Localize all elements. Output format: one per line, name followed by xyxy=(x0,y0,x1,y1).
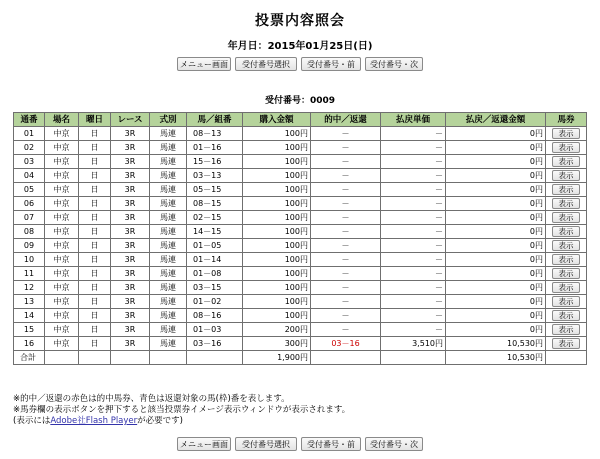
cell-combo: 08－15 xyxy=(187,197,243,211)
receipt-number: 受付番号：0009 xyxy=(264,96,336,106)
show-ticket-button[interactable]: 表示 xyxy=(552,184,580,195)
cell-refund: 0円 xyxy=(446,267,546,281)
cell-ticket xyxy=(546,323,587,337)
cell-day: 日 xyxy=(79,127,111,141)
note-line: ※馬券欄の表示ボタンを押下すると該当投票券イメージ表示ウィンドウが表示されます。 xyxy=(13,405,351,415)
cell-no: 04 xyxy=(14,169,45,183)
note-line: ※的中／返還の赤色は的中馬券、青色は返還対象の馬(枠)番を表します。 xyxy=(13,394,290,404)
cell-unit: － xyxy=(381,281,446,295)
cell-no: 02 xyxy=(14,141,45,155)
show-ticket-button[interactable]: 表示 xyxy=(552,212,580,223)
cell-no: 13 xyxy=(14,295,45,309)
flash-player-link[interactable]: Adobe社Flash Player xyxy=(50,416,138,426)
cell-unit: － xyxy=(381,155,446,169)
cell-amount: 100円 xyxy=(243,253,311,267)
cell-ticket xyxy=(546,281,587,295)
cell-amount: 100円 xyxy=(243,309,311,323)
cell-day: 日 xyxy=(79,225,111,239)
cell-ticket xyxy=(546,141,587,155)
cell-day: 日 xyxy=(79,239,111,253)
cell-race: 3R xyxy=(111,281,150,295)
cell-unit: 3,510円 xyxy=(381,337,446,351)
cell-ticket xyxy=(546,197,587,211)
cell-day: 日 xyxy=(79,141,111,155)
cell-ticket xyxy=(546,239,587,253)
cell-no: 01 xyxy=(14,127,45,141)
table-row xyxy=(14,253,587,267)
cell-day: 日 xyxy=(79,323,111,337)
show-ticket-button[interactable]: 表示 xyxy=(552,324,580,335)
cell-refund: 0円 xyxy=(446,211,546,225)
cell-refund: 0円 xyxy=(446,239,546,253)
receipt-next-button[interactable]: 受付番号・次 xyxy=(365,57,423,71)
cell-ticket xyxy=(546,211,587,225)
cell-place: 中京 xyxy=(45,197,79,211)
cell-race: 3R xyxy=(111,183,150,197)
cell-hit: － xyxy=(311,155,381,169)
cell-hit: － xyxy=(311,197,381,211)
cell-refund: 0円 xyxy=(446,309,546,323)
cell-hit: － xyxy=(311,141,381,155)
cell-no: 07 xyxy=(14,211,45,225)
header-ticket: 馬券 xyxy=(546,113,587,127)
cell-amount: 100円 xyxy=(243,239,311,253)
cell-ticket xyxy=(546,337,587,351)
cell-day: 日 xyxy=(79,169,111,183)
cell-combo: 03－13 xyxy=(187,169,243,183)
cell-amount: 200円 xyxy=(243,323,311,337)
show-ticket-button[interactable]: 表示 xyxy=(552,142,580,153)
cell-unit: － xyxy=(381,239,446,253)
cell-hit: － xyxy=(311,295,381,309)
cell-combo: 01－14 xyxy=(187,253,243,267)
cell-amount: 300円 xyxy=(243,337,311,351)
cell-refund: 0円 xyxy=(446,281,546,295)
table-row xyxy=(14,323,587,337)
menu-button[interactable]: メニュー画面 xyxy=(177,57,231,71)
cell-refund: 0円 xyxy=(446,155,546,169)
cell-hit: 03－16 xyxy=(311,337,381,351)
cell-type: 馬連 xyxy=(150,183,187,197)
cell-race: 3R xyxy=(111,197,150,211)
cell-type: 馬連 xyxy=(150,323,187,337)
cell-no: 16 xyxy=(14,337,45,351)
cell-combo: 01－02 xyxy=(187,295,243,309)
table-row xyxy=(14,211,587,225)
cell-unit: － xyxy=(381,183,446,197)
cell-type: 馬連 xyxy=(150,267,187,281)
cell-amount: 100円 xyxy=(243,127,311,141)
cell-hit: － xyxy=(311,281,381,295)
cell-unit: － xyxy=(381,225,446,239)
cell-refund: 0円 xyxy=(446,323,546,337)
cell-place: 中京 xyxy=(45,141,79,155)
show-ticket-button[interactable]: 表示 xyxy=(552,310,580,321)
cell-race: 3R xyxy=(111,295,150,309)
header-refund: 払戻／返還金額 xyxy=(446,113,546,127)
cell-no: 14 xyxy=(14,309,45,323)
show-ticket-button[interactable]: 表示 xyxy=(552,296,580,307)
cell-type: 馬連 xyxy=(150,127,187,141)
cell-amount: 100円 xyxy=(243,183,311,197)
cell-type: 馬連 xyxy=(150,169,187,183)
cell-ticket xyxy=(546,169,587,183)
cell-race: 3R xyxy=(111,239,150,253)
cell-place: 中京 xyxy=(45,253,79,267)
cell-race: 3R xyxy=(111,309,150,323)
table-row xyxy=(14,127,587,141)
cell-race: 3R xyxy=(111,337,150,351)
cell-no: 09 xyxy=(14,239,45,253)
cell-ticket xyxy=(546,253,587,267)
show-ticket-button[interactable]: 表示 xyxy=(552,198,580,209)
cell-type: 馬連 xyxy=(150,337,187,351)
cell-day: 日 xyxy=(79,295,111,309)
cell-type: 馬連 xyxy=(150,155,187,169)
cell-amount: 100円 xyxy=(243,211,311,225)
cell-unit: － xyxy=(381,323,446,337)
cell-ticket xyxy=(546,295,587,309)
show-ticket-button[interactable]: 表示 xyxy=(552,170,580,181)
cell-day: 日 xyxy=(79,309,111,323)
cell-unit: － xyxy=(381,169,446,183)
cell-place: 中京 xyxy=(45,267,79,281)
table-row xyxy=(14,141,587,155)
table-row xyxy=(14,309,587,323)
cell-no: 06 xyxy=(14,197,45,211)
cell-hit: － xyxy=(311,253,381,267)
note-line: (表示にはAdobe社Flash Playerが必要です) xyxy=(13,416,183,426)
cell-race: 3R xyxy=(111,155,150,169)
cell-type: 馬連 xyxy=(150,295,187,309)
notes xyxy=(13,394,350,427)
cell-refund: 0円 xyxy=(446,197,546,211)
cell-day: 日 xyxy=(79,197,111,211)
cell-unit: － xyxy=(381,141,446,155)
cell-race: 3R xyxy=(111,267,150,281)
header-hit: 的中／返還 xyxy=(311,113,381,127)
header-race: レース xyxy=(111,113,150,127)
cell-no: 08 xyxy=(14,225,45,239)
cell-place: 中京 xyxy=(45,127,79,141)
header-no: 通番 xyxy=(14,113,45,127)
cell-unit: － xyxy=(381,267,446,281)
cell-hit: － xyxy=(311,169,381,183)
total-row xyxy=(14,351,587,365)
cell-place: 中京 xyxy=(45,281,79,295)
cell-hit: － xyxy=(311,183,381,197)
cell-hit: － xyxy=(311,309,381,323)
show-ticket-button[interactable]: 表示 xyxy=(552,268,580,279)
cell-day: 日 xyxy=(79,253,111,267)
cell-place: 中京 xyxy=(45,337,79,351)
table-row xyxy=(14,155,587,169)
page-title: 投票内容照会 xyxy=(255,13,345,29)
cell-combo: 02－15 xyxy=(187,211,243,225)
cell-no: 10 xyxy=(14,253,45,267)
cell-combo: 01－05 xyxy=(187,239,243,253)
cell-type: 馬連 xyxy=(150,197,187,211)
cell-day: 日 xyxy=(79,267,111,281)
cell-place: 中京 xyxy=(45,309,79,323)
cell-combo: 08－13 xyxy=(187,127,243,141)
cell-combo: 01－03 xyxy=(187,323,243,337)
cell-race: 3R xyxy=(111,169,150,183)
cell-no: 15 xyxy=(14,323,45,337)
cell-hit: － xyxy=(311,127,381,141)
cell-combo: 15－16 xyxy=(187,155,243,169)
header-place: 場名 xyxy=(45,113,79,127)
cell-refund: 0円 xyxy=(446,225,546,239)
cell-type: 馬連 xyxy=(150,225,187,239)
cell-place: 中京 xyxy=(45,295,79,309)
table-row xyxy=(14,337,587,351)
cell-hit: － xyxy=(311,239,381,253)
table-row xyxy=(14,197,587,211)
header-type: 式別 xyxy=(150,113,187,127)
cell-place: 中京 xyxy=(45,211,79,225)
cell-refund: 10,530円 xyxy=(446,337,546,351)
cell-no: 12 xyxy=(14,281,45,295)
cell-race: 3R xyxy=(111,225,150,239)
cell-combo: 14－15 xyxy=(187,225,243,239)
cell-amount: 100円 xyxy=(243,141,311,155)
total-amount: 1,900円 xyxy=(243,351,311,365)
cell-amount: 100円 xyxy=(243,281,311,295)
cell-refund: 0円 xyxy=(446,295,546,309)
cell-no: 11 xyxy=(14,267,45,281)
cell-ticket xyxy=(546,309,587,323)
cell-unit: － xyxy=(381,253,446,267)
cell-refund: 0円 xyxy=(446,127,546,141)
cell-unit: － xyxy=(381,197,446,211)
total-refund: 10,530円 xyxy=(446,351,546,365)
cell-hit: － xyxy=(311,211,381,225)
cell-amount: 100円 xyxy=(243,295,311,309)
cell-combo: 08－16 xyxy=(187,309,243,323)
table-row xyxy=(14,169,587,183)
show-ticket-button[interactable]: 表示 xyxy=(552,226,580,237)
cell-place: 中京 xyxy=(45,225,79,239)
table-row xyxy=(14,225,587,239)
date-line: 年月日：2015年01月25日(日) xyxy=(227,41,373,52)
cell-amount: 100円 xyxy=(243,225,311,239)
cell-race: 3R xyxy=(111,127,150,141)
cell-amount: 100円 xyxy=(243,169,311,183)
cell-race: 3R xyxy=(111,323,150,337)
cell-unit: － xyxy=(381,211,446,225)
table-row xyxy=(14,239,587,253)
cell-combo: 01－08 xyxy=(187,267,243,281)
receipt-prev-button[interactable]: 受付番号・前 xyxy=(301,57,361,71)
bottom-button-row xyxy=(0,437,600,451)
cell-hit: － xyxy=(311,267,381,281)
cell-place: 中京 xyxy=(45,183,79,197)
table-row xyxy=(14,267,587,281)
cell-combo: 01－16 xyxy=(187,141,243,155)
cell-refund: 0円 xyxy=(446,253,546,267)
cell-no: 03 xyxy=(14,155,45,169)
receipt-select-button[interactable]: 受付番号選択 xyxy=(235,437,297,451)
cell-day: 日 xyxy=(79,337,111,351)
cell-unit: － xyxy=(381,127,446,141)
show-ticket-button[interactable]: 表示 xyxy=(552,156,580,167)
cell-place: 中京 xyxy=(45,323,79,337)
cell-combo: 03－15 xyxy=(187,281,243,295)
show-ticket-button[interactable]: 表示 xyxy=(552,254,580,265)
top-button-row xyxy=(0,57,600,71)
receipt-prev-button[interactable]: 受付番号・前 xyxy=(301,437,361,451)
header-day: 曜日 xyxy=(79,113,111,127)
cell-hit: － xyxy=(311,225,381,239)
cell-amount: 100円 xyxy=(243,267,311,281)
cell-day: 日 xyxy=(79,183,111,197)
cell-place: 中京 xyxy=(45,239,79,253)
header-unit: 払戻単価 xyxy=(381,113,446,127)
table-header-row xyxy=(14,113,587,127)
table-row xyxy=(14,281,587,295)
cell-no: 05 xyxy=(14,183,45,197)
cell-type: 馬連 xyxy=(150,253,187,267)
cell-ticket xyxy=(546,155,587,169)
cell-ticket xyxy=(546,267,587,281)
cell-race: 3R xyxy=(111,141,150,155)
cell-unit: － xyxy=(381,295,446,309)
cell-amount: 100円 xyxy=(243,197,311,211)
show-ticket-button[interactable]: 表示 xyxy=(552,128,580,139)
cell-place: 中京 xyxy=(45,169,79,183)
cell-hit: － xyxy=(311,323,381,337)
cell-place: 中京 xyxy=(45,155,79,169)
cell-type: 馬連 xyxy=(150,239,187,253)
cell-ticket xyxy=(546,183,587,197)
show-ticket-button[interactable]: 表示 xyxy=(552,240,580,251)
cell-race: 3R xyxy=(111,253,150,267)
cell-day: 日 xyxy=(79,211,111,225)
bet-table xyxy=(13,112,587,365)
cell-refund: 0円 xyxy=(446,169,546,183)
receipt-select-button[interactable]: 受付番号選択 xyxy=(235,57,297,71)
show-ticket-button[interactable]: 表示 xyxy=(552,338,580,349)
table-row xyxy=(14,183,587,197)
cell-combo: 03－16 xyxy=(187,337,243,351)
cell-race: 3R xyxy=(111,211,150,225)
header-combo: 馬／組番 xyxy=(187,113,243,127)
total-label: 合計 xyxy=(14,351,45,365)
cell-refund: 0円 xyxy=(446,183,546,197)
cell-unit: － xyxy=(381,309,446,323)
cell-combo: 05－15 xyxy=(187,183,243,197)
header-amount: 購入金額 xyxy=(243,113,311,127)
table-row xyxy=(14,295,587,309)
cell-type: 馬連 xyxy=(150,309,187,323)
show-ticket-button[interactable]: 表示 xyxy=(552,282,580,293)
cell-day: 日 xyxy=(79,281,111,295)
cell-type: 馬連 xyxy=(150,141,187,155)
cell-refund: 0円 xyxy=(446,141,546,155)
cell-type: 馬連 xyxy=(150,281,187,295)
receipt-next-button[interactable]: 受付番号・次 xyxy=(365,437,423,451)
cell-amount: 100円 xyxy=(243,155,311,169)
cell-day: 日 xyxy=(79,155,111,169)
cell-ticket xyxy=(546,127,587,141)
menu-button[interactable]: メニュー画面 xyxy=(177,437,231,451)
cell-type: 馬連 xyxy=(150,211,187,225)
cell-ticket xyxy=(546,225,587,239)
